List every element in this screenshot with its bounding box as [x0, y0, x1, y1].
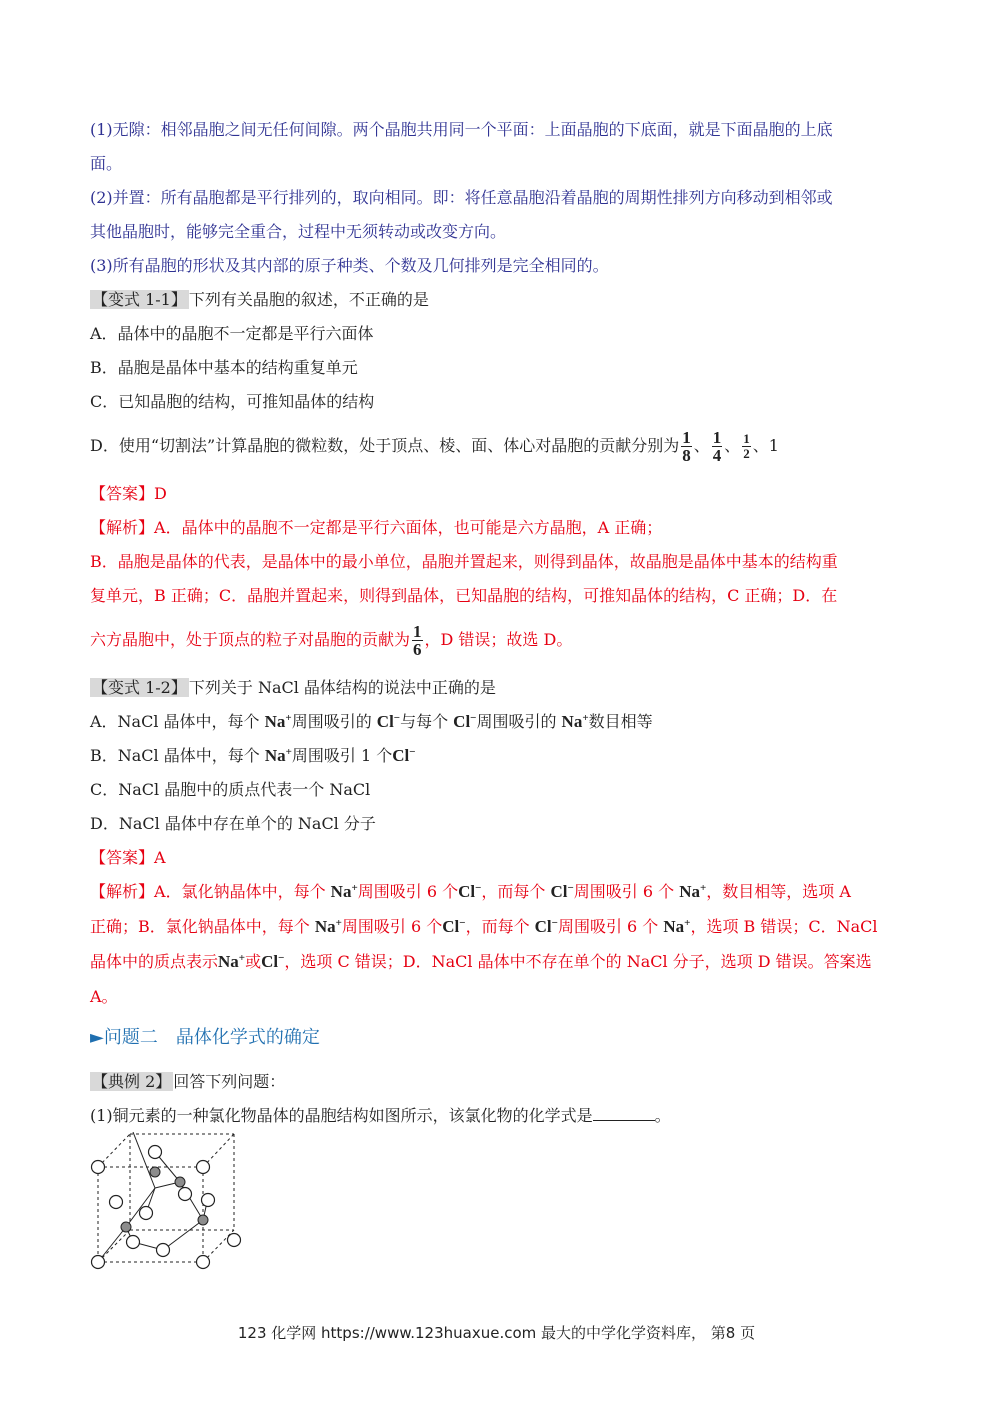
analysis-1-1-line-1: 【解析】A．晶体中的晶胞不一定都是平行六面体，也可能是六方晶胞，A 正确； [90, 518, 663, 537]
analysis-1-1-line-4: 六方晶胞中，处于顶点的粒子对晶胞的贡献为 $\frac{1}{6}$ ，D 错误；故选 D。 [90, 622, 573, 659]
option-a: A．NaCl 晶体中，每个 Na+周围吸引的 Cl−与每个 Cl−周围吸引的 Na+数目相等 [90, 712, 653, 731]
chloride-ion: Cl− [392, 746, 416, 765]
crystal-unit-cell-diagram [88, 1132, 248, 1272]
sodium-ion: Na+ [561, 712, 589, 731]
fraction-one-half: $\frac{1}{2}$ [743, 431, 750, 461]
answer-value: D [154, 484, 167, 503]
analysis-1-2-line-2: 正确；B．氯化钠晶体中，每个 Na+周围吸引 6 个Cl−，而每个 Cl−周围吸引 6 个 Na+，选项 B 错误；C．NaCl [90, 917, 878, 936]
analysis-tag: 【解析】 [90, 518, 155, 537]
question-tag: 【变式 1-2】 [92, 678, 187, 697]
example-2-stem: 【典例 2】 回答下列问题： [92, 1072, 286, 1091]
section-heading: ►问题二 晶体化学式的确定 [90, 1027, 320, 1048]
option-c: C．NaCl 晶胞中的质点代表一个 NaCl [90, 780, 371, 799]
analysis-1-2-line-4: A。 [90, 987, 118, 1006]
answer-tag: 【答案】 [90, 484, 155, 503]
option-b: B．NaCl 晶体中，每个 Na+周围吸引 1 个Cl− [90, 746, 416, 765]
analysis-1-2-line-1: 【解析】A．氯化钠晶体中，每个 Na+周围吸引 6 个Cl−，而每个 Cl−周围吸引 6 个 Na+，数目相等，选项 A [90, 882, 851, 901]
option-d: D．使用“切割法”计算晶胞的微粒数，处于顶点、棱、面、体心对晶胞的贡献分别为 $\frac{1}{8}$ 、 $\frac{1}{4}$ 、 $\frac{1}{2}$ 、1 [90, 428, 779, 465]
intro-line-4: 其他晶胞时，能够完全重合，过程中无须转动或改变方向。 [90, 222, 507, 241]
answer-value: A [154, 848, 166, 867]
answer-1-1 [90, 482, 167, 506]
analysis-tag: 【解析】 [90, 882, 155, 901]
question-text: 下列关于 NaCl 晶体结构的说法中正确的是 [188, 678, 496, 697]
intro-line-5: (3)所有晶胞的形状及其内部的原子种类、个数及几何排列是完全相同的。 [90, 256, 609, 275]
chloride-ion: Cl− [376, 712, 401, 731]
intro-line-2: 面。 [90, 154, 123, 173]
sodium-ion: Na+ [264, 746, 292, 765]
option-d: D．NaCl 晶体中存在单个的 NaCl 分子 [90, 814, 376, 833]
sub-question-1: (1)铜元素的一种氯化物晶体的晶胞结构如图所示，该氯化物的化学式是 。 [90, 1106, 671, 1125]
fraction-one-quarter: $\frac{1}{4}$ [712, 428, 722, 465]
answer-tag: 【答案】 [90, 848, 155, 867]
analysis-1-2-line-3: 晶体中的质点表示Na+或Cl−，选项 C 错误；D．NaCl 晶体中不存在单个的 NaCl 分子，选项 D 错误。答案选 [90, 952, 872, 971]
question-1-2-stem [90, 676, 496, 700]
intro-line-3: (2)并置：所有晶胞都是平行排列的，取向相同。即：将任意晶胞沿着晶胞的周期性排列方向移动到相邻或 [90, 188, 833, 207]
fraction-one-eighth: $\frac{1}{8}$ [682, 428, 691, 465]
example-tag: 【典例 2】 [92, 1072, 172, 1091]
question-tag: 【变式 1-1】 [92, 290, 187, 309]
option-d-text: D．使用“切割法”计算晶胞的微粒数，处于顶点、棱、面、体心对晶胞的贡献分别为 [90, 436, 680, 455]
answer-blank [593, 1104, 655, 1121]
option-c: C．已知晶胞的结构，可推知晶体的结构 [90, 392, 375, 411]
question-text: 下列有关晶胞的叙述，不正确的是 [188, 290, 429, 309]
option-b: B．晶胞是晶体中基本的结构重复单元 [90, 358, 358, 377]
analysis-1-1-line-3: 复单元，B 正确；C．晶胞并置起来，则得到晶体，已知晶胞的结构，可推知晶体的结构，C 正确；D．在 [90, 586, 838, 605]
fraction-one-sixth: $\frac{1}{6}$ [413, 622, 422, 659]
page-footer: 123 化学网 https://www.123huaxue.com 最大的中学化学资料库， 第8 页 [237, 1324, 756, 1342]
answer-1-2 [90, 846, 166, 870]
intro-line-1: (1)无隙：相邻晶胞之间无任何间隙。两个晶胞共用同一个平面：上面晶胞的下底面，就是下面晶胞的上底 [90, 120, 833, 139]
analysis-1-1-line-2: B．晶胞是晶体的代表，是晶体中的最小单位，晶胞并置起来，则得到晶体，故晶胞是晶体中基本的结构重 [90, 552, 838, 571]
sodium-ion: Na+ [264, 712, 292, 731]
question-1-1-stem [90, 288, 429, 312]
chloride-ion: Cl− [453, 712, 477, 731]
option-a: A．晶体中的晶胞不一定都是平行六面体 [90, 324, 374, 343]
